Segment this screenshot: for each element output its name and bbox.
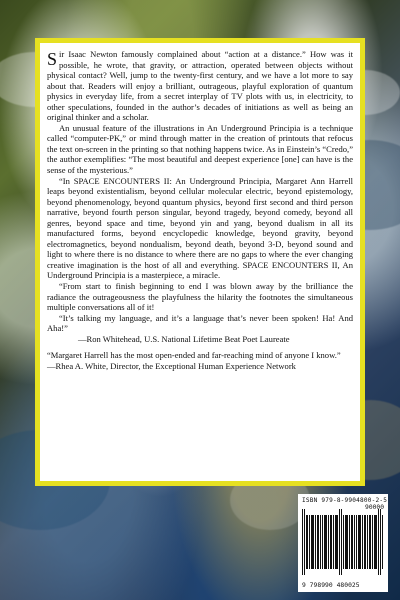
- review-paragraph-1: “In SPACE ENCOUNTERS II: An Underground Principia, Margaret Ann Harrell leaps beyond existentialism, beyond cellular molecular electric, beyond epistemology, beyond phenomenology, beyond quantum physics, beyond first second and third person narrative, beyond fourth person singular, beyond tragedy, beyond comedy, beyond all genres, beyond space and time, beyond yin and yang, beyond dualism in all its manufactured forms, beyond encyclopedic knowledge, beyond gravity, beyond electromagnetics, beyond nondualism, beyond death, beyond 3-D, beyond sound and light to where there is no distance to where there are no gaps to where the ever changing creative imagination is the host of all and everything. SPACE ENCOUNTERS II, An Underground Principia is a masterpiece, a miracle.: [47, 175, 353, 281]
- review-paragraph-2: “From start to finish beginning to end I was blown away by the brilliance the radiance the outrageousness the playfulness the hilarity the footnotes the simultaneous multiple conversations all of it!: [47, 281, 353, 313]
- drop-cap: S: [47, 49, 58, 69]
- intro-text: ir Isaac Newton famously complained about “action at a distance.” How was it possible, he wrote, that gravity, or attraction, operated between objects without physical contact? Well, jump to the twenty-first century, and we have a lot more to say about that. Readers will enjoy a brilliant, outrageous, playful exploration of quantum physics in everyday life, from a secret interplay of TV plots with us, in electricity, to other speculations, founded in the author’s decades of initiations as well as being an original thinker and a scholar.: [47, 49, 353, 123]
- attribution-1: —Ron Whitehead, U.S. National Lifetime Beat Poet Laureate: [78, 333, 290, 344]
- quote-2: “Margaret Harrell has the most open-ended and far-reaching mind of anyone I know.”: [47, 350, 341, 361]
- isbn-text: ISBN 979-8-9904800-2-5: [302, 497, 388, 504]
- intro-paragraph: [47, 49, 353, 123]
- blurb-panel: [35, 38, 365, 486]
- barcode-bars: [302, 505, 384, 575]
- quote-block-2: [47, 350, 353, 371]
- price-code: 90000: [365, 504, 384, 511]
- attribution-2: —Rhea A. White, Director, the Exceptional Human Experience Network: [47, 360, 296, 371]
- paragraph-2: An unusual feature of the illustrations in An Underground Principia is a technique called “computer-PK,” or mind through matter in the creation of printouts that refocus the text on-screen in the printing so that nothing happens twice. As in Einstein’s “Credo,” the author exemplifies: “The most beautiful and deepest experience [one] can have is the sense of the mysterious.”: [47, 122, 353, 176]
- barcode-number: 9 798990 480025: [302, 582, 360, 589]
- review-paragraph-3: “It’s talking my language, and it’s a language that’s never been spoken! Ha! And Aha!”: [47, 312, 353, 334]
- isbn-barcode-panel: [298, 494, 388, 592]
